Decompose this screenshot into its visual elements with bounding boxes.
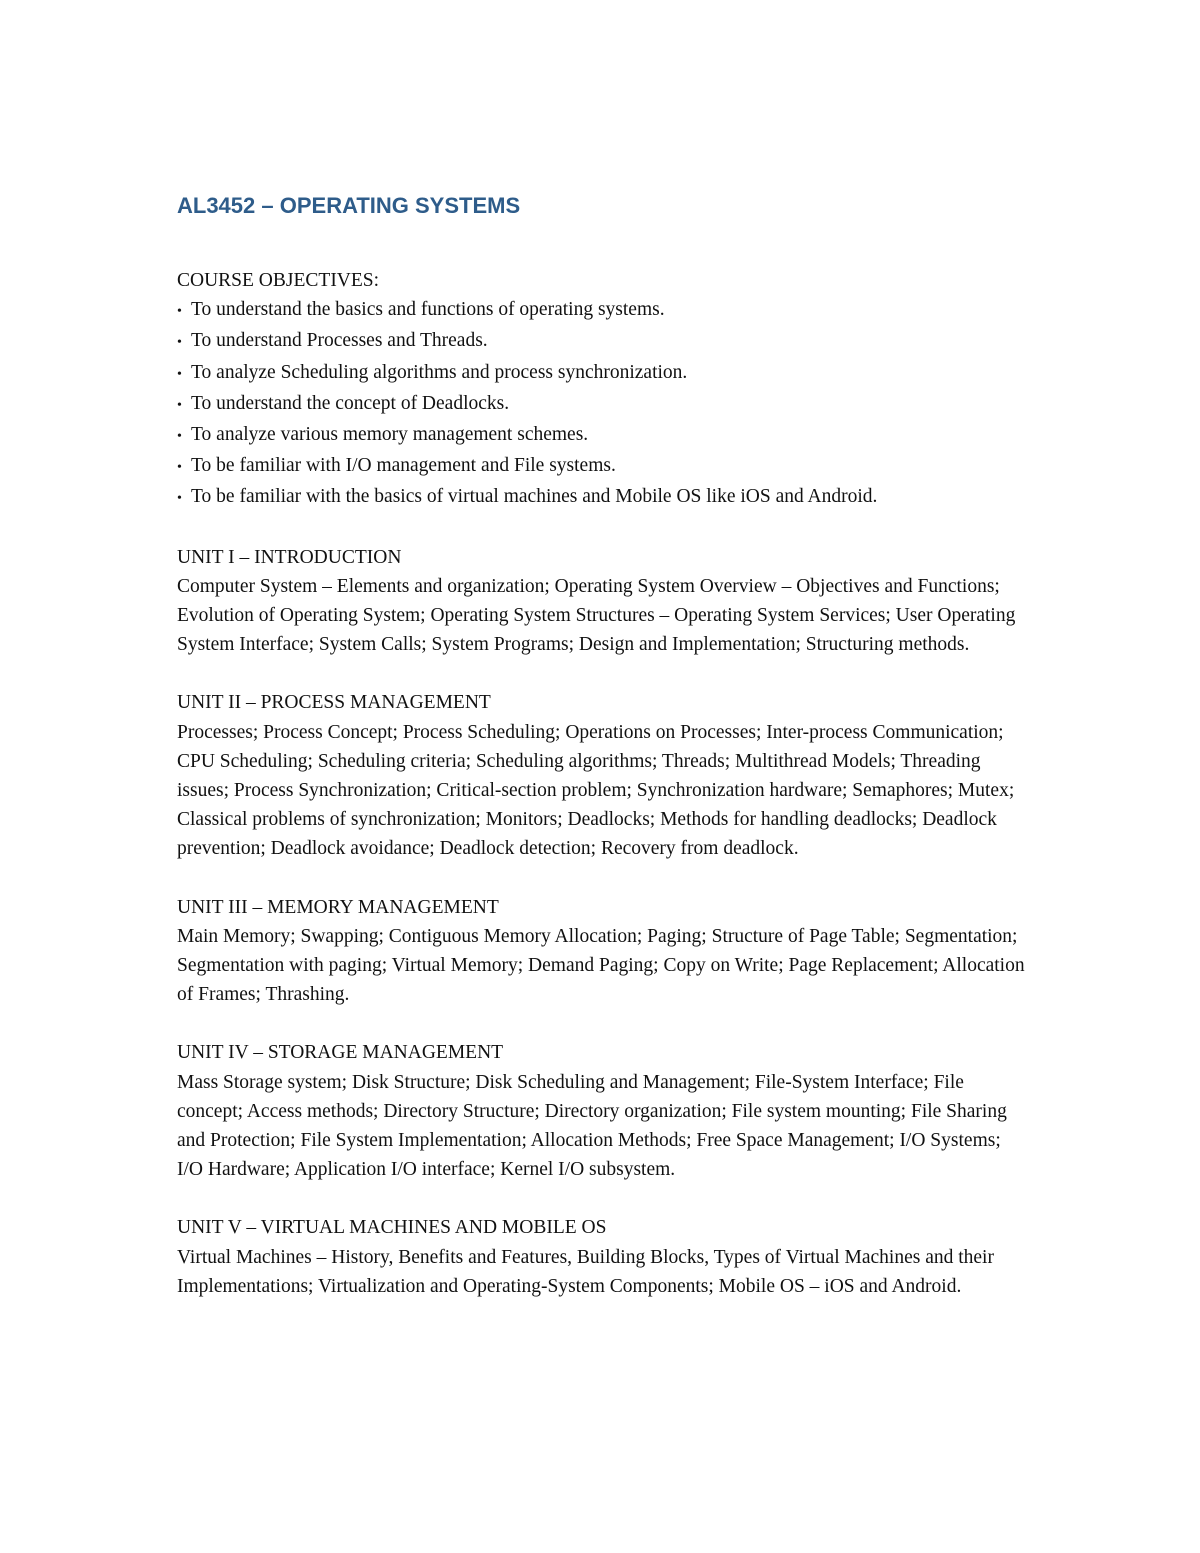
unit-4-section [177, 1038, 1027, 1184]
objective-text: To analyze various memory management schemes. [191, 424, 589, 446]
document-title: AL3452 – OPERATING SYSTEMS [177, 193, 521, 218]
objective-text: To understand the concept of Deadlocks. [191, 392, 510, 414]
bullet-icon: • [177, 335, 182, 351]
unit-5-heading: UNIT V – VIRTUAL MACHINES AND MOBILE OS [177, 1217, 607, 1239]
unit-5-section [177, 1213, 1027, 1301]
objective-text: To understand Processes and Threads. [191, 330, 488, 352]
objective-item [177, 358, 1027, 389]
bullet-icon: • [177, 397, 182, 413]
objective-text: To be familiar with the basics of virtual machines and Mobile OS like iOS and Android. [191, 486, 878, 508]
unit-4-heading: UNIT IV – STORAGE MANAGEMENT [177, 1042, 504, 1064]
bullet-icon: • [177, 460, 182, 476]
unit-2-body: Processes; Process Concept; Process Scheduling; Operations on Processes; Inter-process Communication; CPU Scheduling; Scheduling criteria; Scheduling algorithms; Threads; Multithread Models; Threading issues; Process Synchronization; Critical-section problem; Synchronization hardware; Semaphores; Mutex; Classical problems of synchronization; Monitors; Deadlocks; Methods for handling deadlocks; Deadlock prevention; Deadlock avoidance; Deadlock detection; Recovery from deadlock. [177, 721, 1015, 860]
unit-1-body: Computer System – Elements and organization; Operating System Overview – Objectives and Functions; Evolution of Operating System; Operating System Structures – Operating System Services; User Operating System Interface; System Calls; System Programs; Design and Implementation; Structuring methods. [177, 575, 1016, 656]
bullet-icon: • [177, 429, 182, 445]
unit-4-body: Mass Storage system; Disk Structure; Disk Scheduling and Management; File-System Interface; File concept; Access methods; Directory Structure; Directory organization; File system mounting; File Sharing and Protection; File System Implementation; Allocation Methods; Free Space Management; I/O Systems; I/O Hardware; Application I/O interface; Kernel I/O subsystem. [177, 1071, 1007, 1181]
unit-3-heading: UNIT III – MEMORY MANAGEMENT [177, 896, 499, 918]
objective-text: To understand the basics and functions of operating systems. [191, 299, 665, 321]
unit-2-section [177, 688, 1027, 863]
objective-item [177, 451, 1027, 482]
unit-5-body: Virtual Machines – History, Benefits and Features, Building Blocks, Types of Virtual Machines and their Implementations; Virtualization and Operating-System Components; Mobile OS – iOS and Android. [177, 1246, 994, 1297]
unit-1-heading: UNIT I – INTRODUCTION [177, 546, 402, 568]
objective-text: To be familiar with I/O management and File systems. [191, 455, 616, 477]
objective-text: To analyze Scheduling algorithms and process synchronization. [191, 361, 688, 383]
unit-3-body: Main Memory; Swapping; Contiguous Memory Allocation; Paging; Structure of Page Table; Segmentation; Segmentation with paging; Virtual Memory; Demand Paging; Copy on Write; Page Replacement; Allocation of Frames; Thrashing. [177, 925, 1025, 1006]
objective-item [177, 389, 1027, 420]
bullet-icon: • [177, 491, 182, 507]
unit-2-heading: UNIT II – PROCESS MANAGEMENT [177, 692, 491, 714]
objectives-list [177, 295, 1027, 513]
unit-1-section [177, 543, 1027, 660]
document-content [177, 192, 1027, 1330]
unit-3-section [177, 893, 1027, 1010]
bullet-icon: • [177, 304, 182, 320]
course-objectives-section [177, 266, 1027, 514]
bullet-icon: • [177, 366, 182, 382]
objective-item [177, 420, 1027, 451]
course-objectives-heading: COURSE OBJECTIVES: [177, 270, 380, 291]
objective-item [177, 326, 1027, 357]
objective-item [177, 295, 1027, 326]
objective-item [177, 482, 1027, 513]
